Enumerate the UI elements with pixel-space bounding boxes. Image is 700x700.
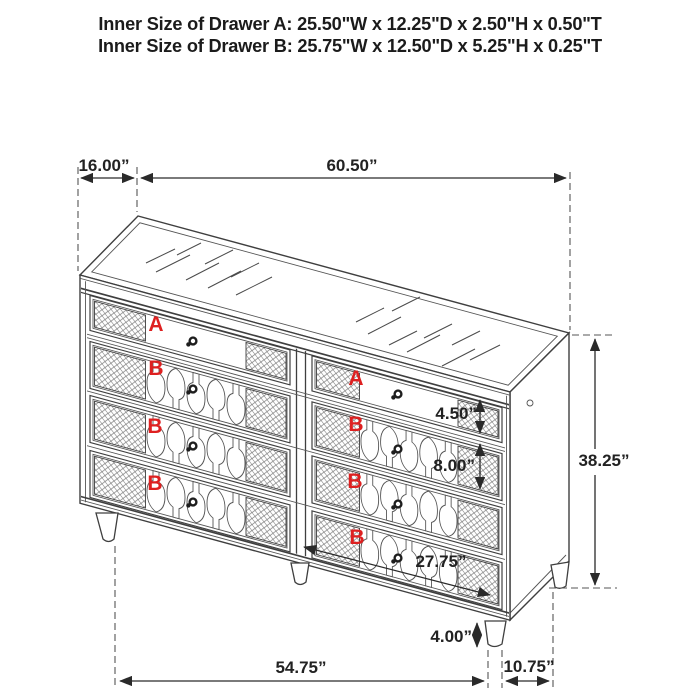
dim-label-leg-height: 4.00” (430, 627, 472, 646)
drawer-label-left-4: B (147, 472, 163, 495)
drawer-label-left-3: B (147, 415, 163, 438)
dim-label-top-width: 60.50” (326, 156, 378, 175)
drawer-label-left-1: A (148, 313, 164, 336)
header-line-drawer-b: Inner Size of Drawer B: 25.75"W x 12.50"D x 5.25"H x 0.25"T (98, 36, 602, 56)
drawer-label-right-4: B (349, 526, 365, 549)
drawer-label-right-2: B (348, 413, 364, 436)
dim-label-overall-height: 38.25” (578, 451, 630, 470)
header-line-drawer-a: Inner Size of Drawer A: 25.50"W x 12.25"D x 2.50"H x 0.50"T (98, 14, 602, 34)
drawer-label-right-3: B (347, 470, 363, 493)
dim-label-top-depth: 16.00” (78, 156, 130, 175)
dim-label-base-depth: 10.75” (503, 657, 555, 676)
drawer-label-left-2: B (148, 357, 164, 380)
dim-label-drawer-width: 27.75” (415, 552, 467, 571)
leg-back-right (551, 562, 569, 588)
dim-leg-height (430, 623, 477, 647)
leg-front-left (96, 513, 118, 542)
dim-label-drawer-b-height: 8.00” (433, 456, 475, 475)
leg-front-right (485, 621, 506, 647)
leg-front-center (291, 563, 309, 585)
drawer-label-right-1: A (348, 367, 364, 390)
dim-label-base-width: 54.75” (275, 658, 327, 677)
dim-label-drawer-a-height: 4.50” (435, 404, 477, 423)
